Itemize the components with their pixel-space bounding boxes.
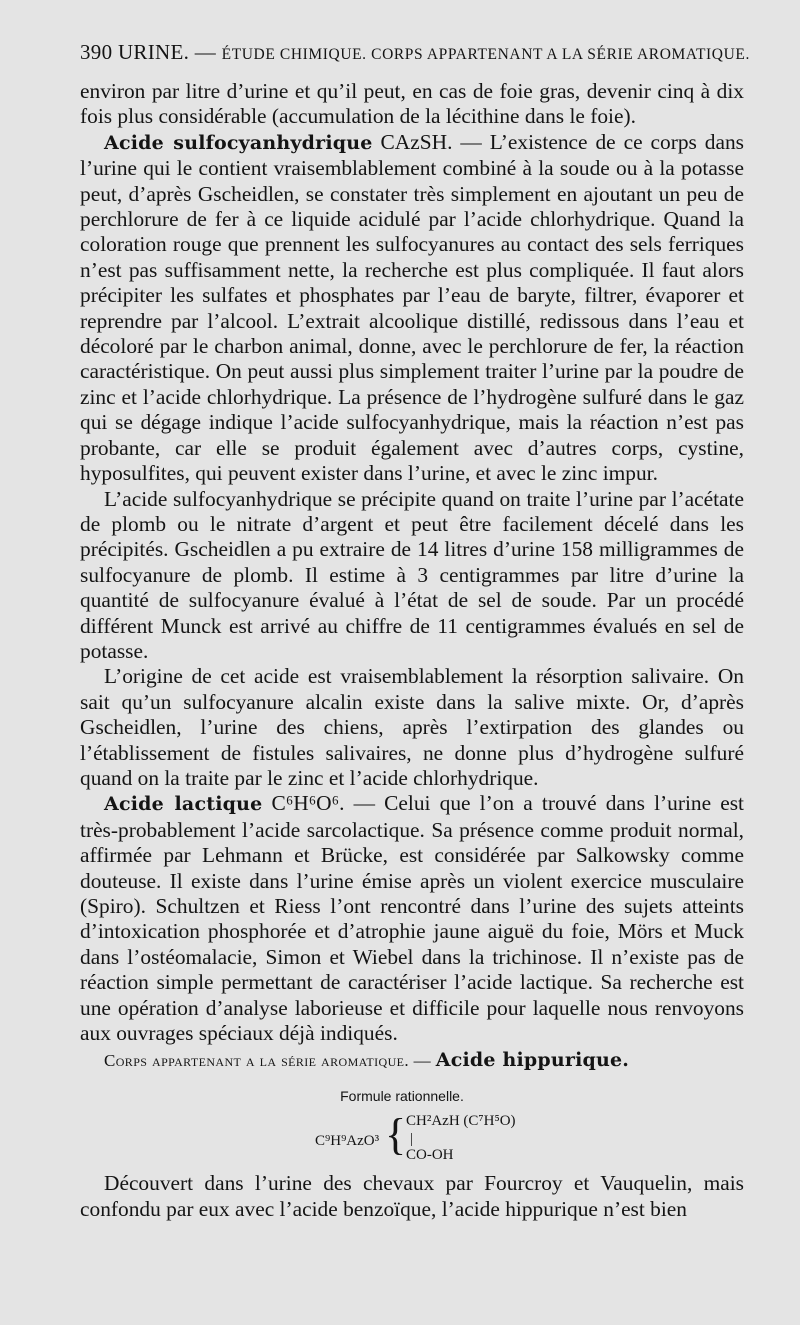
body-text: [80, 79, 744, 1222]
header-title: URINE.: [117, 40, 190, 64]
formula-title: Formule rationnelle.: [340, 1087, 464, 1104]
formula-row-3: CO-OH: [406, 1147, 454, 1164]
header-subtitle: ÉTUDE CHIMIQUE. CORPS APPARTENANT A LA SÉRIE AROMATIQUE.: [221, 46, 750, 63]
formula-row-1: CH²AzH (C⁷H⁵O): [406, 1113, 516, 1130]
paragraph-origine: L’origine de cet acide est vraisemblablement la résorption salivaire. On sait qu’un sulfocyanure alcalin existe dans la salive mixte. Or, d’après Gscheidlen, l’urine des chiens, après l’extirpation des glandes ou l’établissement de fistules salivaires, ne donne plus d’hydrogène sulfuré quand on la traite par le zinc et l’acide chlorhydrique.: [80, 664, 744, 790]
paragraph-lactique-text: — Celui que l’on a trouvé dans l’urine est très-probablement l’acide sarcolactique. Sa présence comme produit normal, affirmée par Lehmann et Brücke, est considérée par Salkowsky comme douteuse. Il existe dans l’urine émise après un violent exercice musculaire (Spiro). Schultzen et Riess l’ont rencontré dans l’urine des sujets atteints d’intoxication phosphorée et d’atrophie jaune aiguë du foie, Mörs et Muck dans l’ostéomalacie, Simon et Wiebel dans la trichinose. Il n’existe pas de réaction simple permettant de caractériser l’acide lactique. Sa recherche est une opération d’analyse laborieuse et difficile pour laquelle nous renvoyons aux ouvrages spéciaux déjà indiqués.: [80, 791, 744, 1046]
formula-row-2: |: [410, 1131, 414, 1148]
heading-acide-lactique: Acide lactique: [104, 793, 263, 816]
header-dash: —: [194, 40, 217, 64]
heading-acide-hippurique: Acide hippurique.: [435, 1049, 630, 1072]
section-heading-prefix: Corps appartenant a la série aromatique. —: [104, 1051, 432, 1071]
page-number: 390: [80, 40, 113, 64]
paragraph-hippurique: Découvert dans l’urine des chevaux par Fourcroy et Vauquelin, mais confondu par eux avec l’acide benzoïque, l’acide hippurique n’est bien: [80, 1171, 744, 1221]
section-heading: [104, 1048, 744, 1073]
formula-brace: {: [385, 1110, 407, 1160]
paragraph-sulfocyanhydrique: [80, 130, 744, 487]
formula-block: [80, 1109, 744, 1171]
paragraph-precipitation: L’acide sulfocyanhydrique se précipite quand on traite l’urine par l’acétate de plomb ou le nitrate d’argent et peut être facilement décelé dans les précipités. Gscheidlen a pu extraire de 14 litres d’urine 158 milligrammes de sulfocyanure de plomb. Il estime à 3 centigrammes par litre d’urine la quantité de sulfocyanure évalué à l’état de sel de soude. Par un procédé différent Munck est arrivé au chiffre de 11 centigrammes évalués en sel de potasse.: [80, 486, 744, 663]
heading-acide-sulfocyanhydrique: Acide sulfocyanhydrique: [104, 131, 373, 154]
paragraph-lactique: [80, 791, 744, 1046]
formula-left: C⁹H⁹AzO³: [315, 1133, 380, 1150]
paragraph-sulfocyanhydrique-text: CAzSH. — L’existence de ce corps dans l’urine qui le contient vraisemblablement combiné à la soude ou à la potasse peut, d’après Gscheidlen, se constater très simplement en ajoutant un peu de perchlorure de fer à ce liquide acidulé par l’acide chlorhydrique. Quand la coloration rouge que prennent les sulfocyanures au contact des sels ferriques n’est pas suffisamment nette, la recherche est plus compliquée. Il faut alors précipiter les sulfates et phosphates par l’eau de baryte, filtrer, évaporer et reprendre par l’alcool. L’extrait alcoolique distillé, redissous dans l’eau et décoloré par le charbon animal, donne, avec le perchlorure de fer, la réaction caractéristique. On peut aussi plus simplement traiter l’urine par la poudre de zinc et l’acide chlorhydrique. La présence de l’hydrogène sulfuré dans le gaz qui se dégage indique l’acide sulfocyanhydrique, mais la réaction n’est pas probante, car elle se produit également avec d’autres corps, cystine, hyposulfites, qui peuvent exister dans l’urine, et avec le zinc impur.: [80, 129, 744, 486]
paragraph-continuation: environ par litre d’urine et qu’il peut, en cas de foie gras, devenir cinq à dix fois plus considérable (accumulation de la lécithine dans le foie).: [80, 79, 744, 129]
running-header: [80, 40, 750, 65]
lactique-formula: C⁶H⁶O⁶.: [262, 791, 345, 816]
